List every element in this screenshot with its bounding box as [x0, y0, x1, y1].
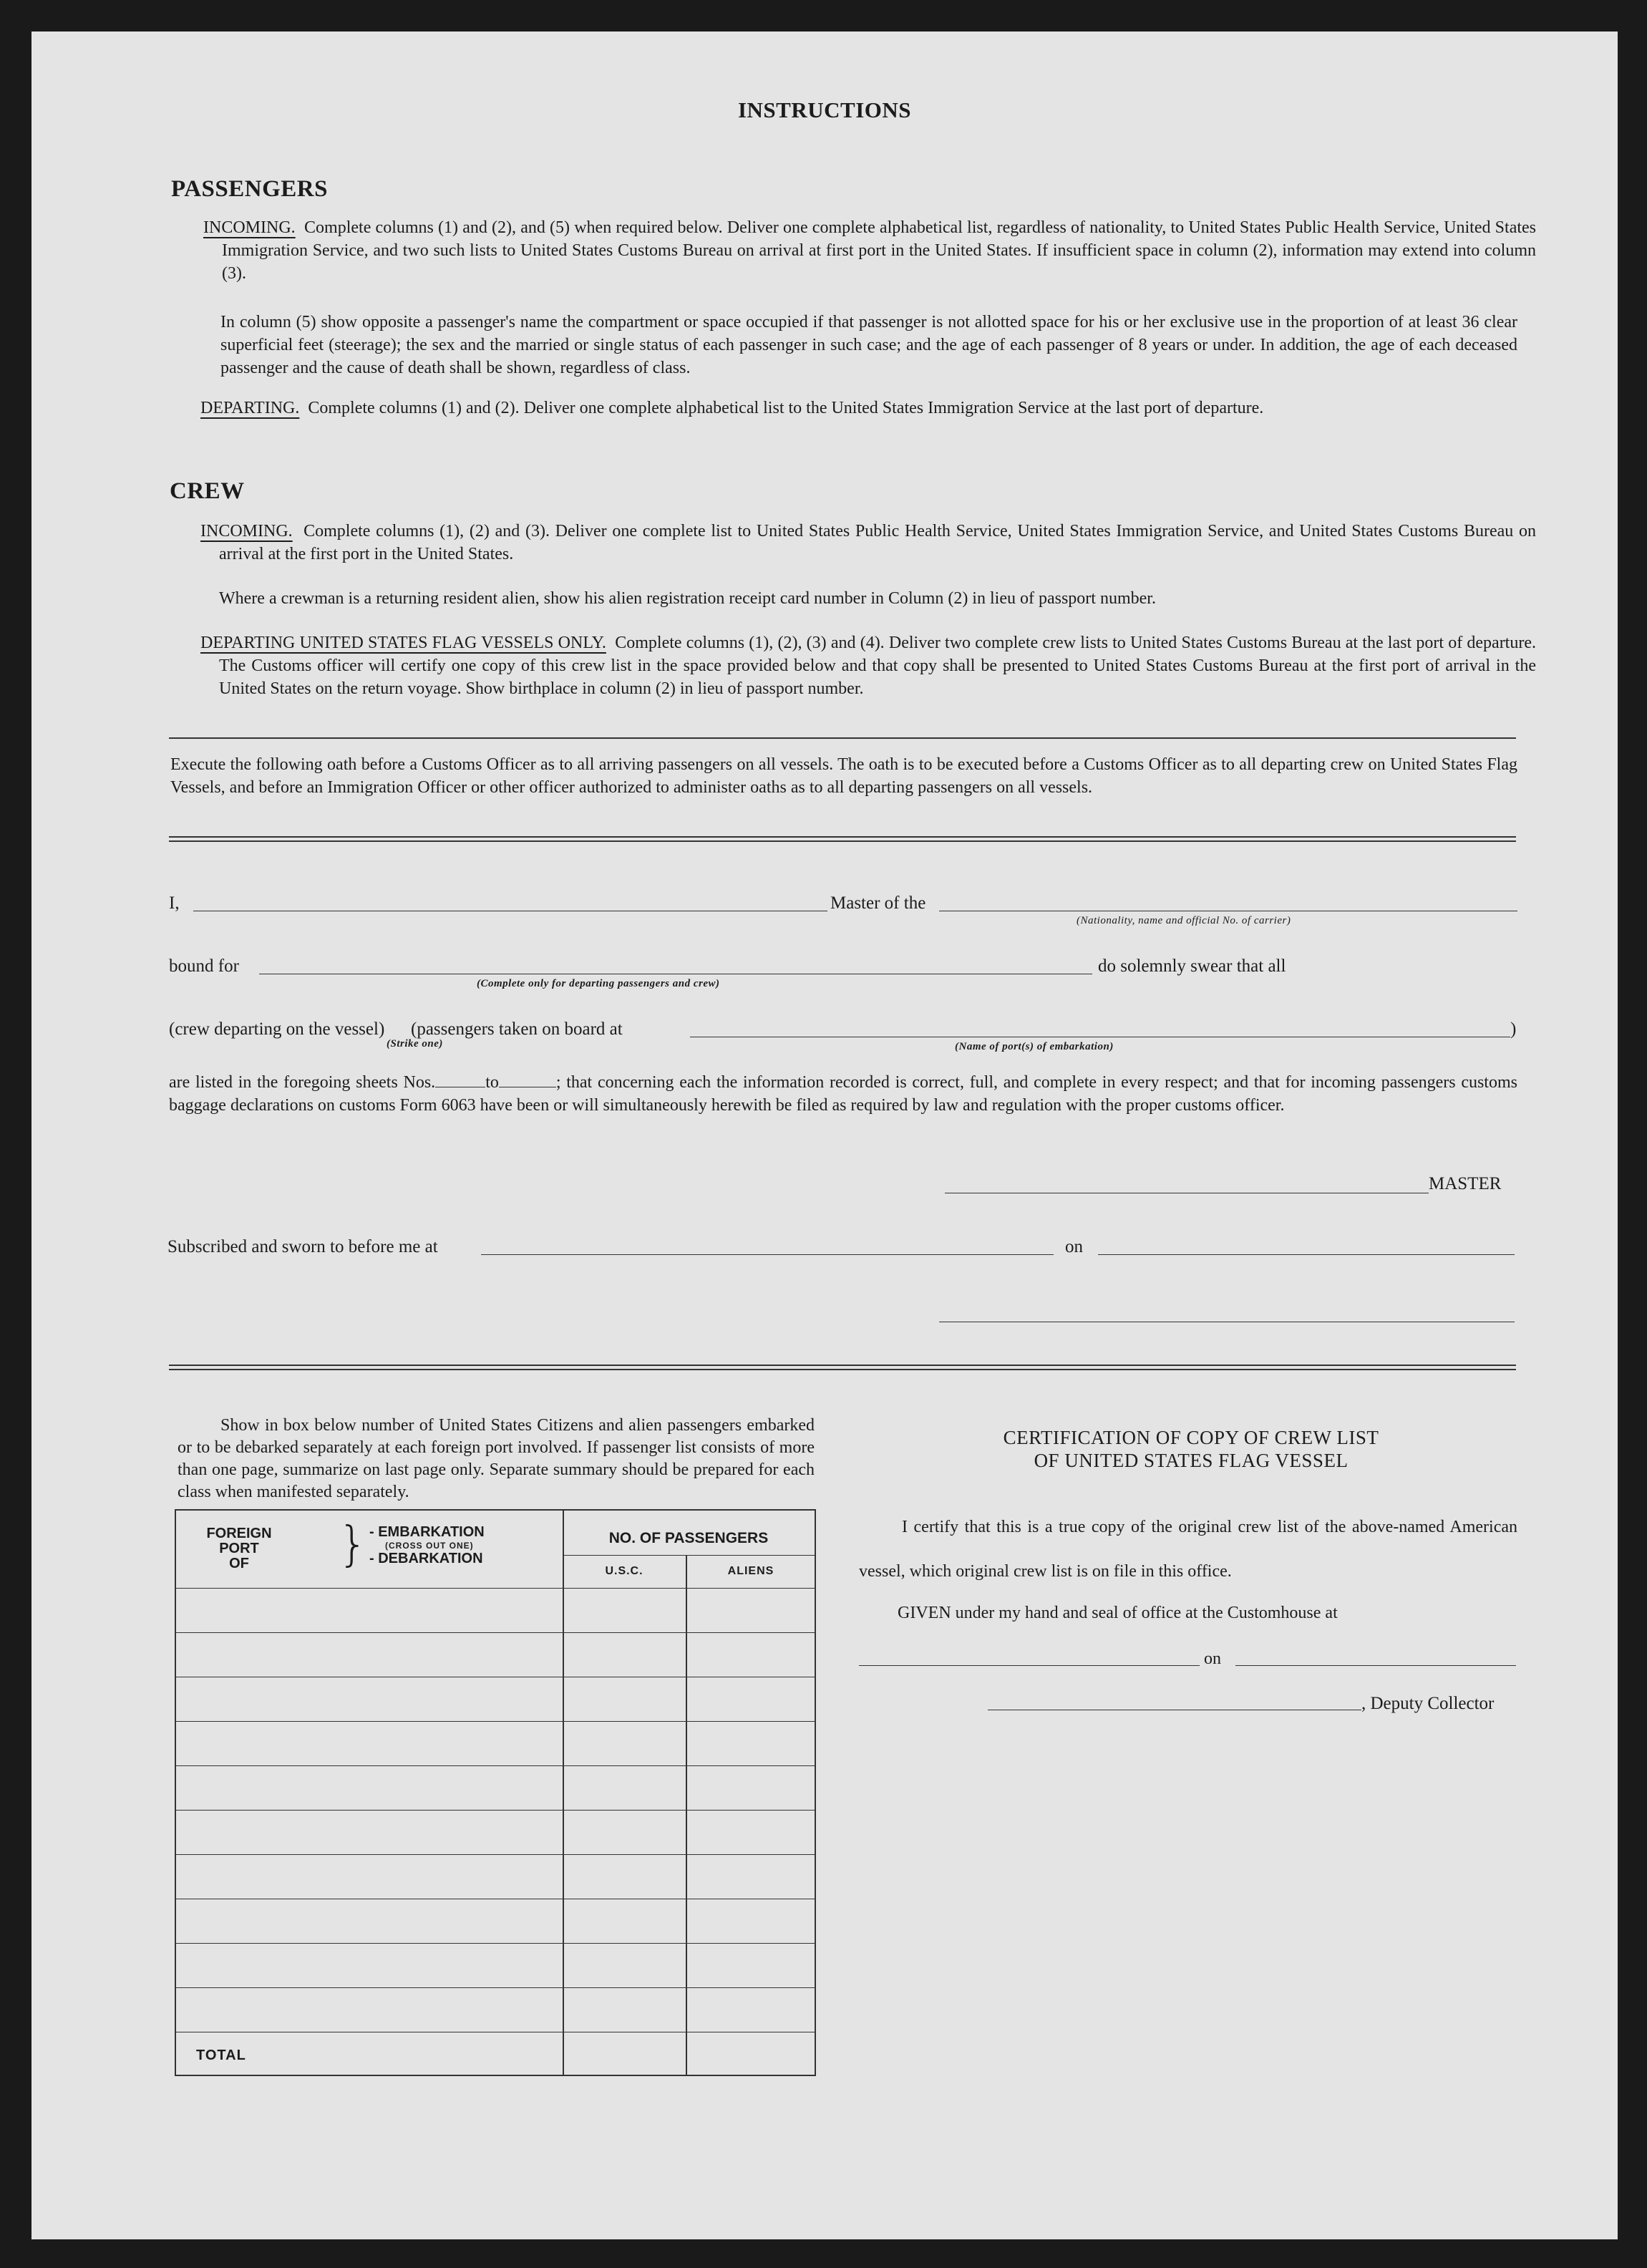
header-foreign-port — [193, 1526, 285, 1571]
crew-departing-label: (crew departing on the vessel) — [169, 1019, 385, 1039]
sheet-from-field[interactable] — [435, 1072, 485, 1087]
close-paren: ) — [1510, 1019, 1517, 1039]
oath-i-label: I, — [169, 893, 180, 913]
header-embarkation: - EMBARKATION — [369, 1524, 485, 1540]
total-label: TOTAL — [196, 2048, 246, 2063]
cert-date-field[interactable] — [1235, 1665, 1516, 1666]
complete-only-hint: (Complete only for departing passengers and crew) — [477, 978, 720, 989]
crew-departing-text: Complete columns (1), (2), (3) and (4). Deliver two complete crew lists to United States Customs Bureau at the last port of departure. The Customs officer will certify one copy of this crew list in the space provided below and that copy shall be presented to United States Customs Bureau at the first port of arrival in the United States on the return voyage. Show birthplace in column (2) in lieu of passport number. — [219, 634, 1536, 698]
header-foreign: FOREIGN — [206, 1526, 272, 1541]
crew-crewman-paragraph: Where a crewman is a returning resident alien, show his alien registration receipt card number in Column (2) in lieu of passport number. — [219, 589, 1156, 608]
deputy-collector-label: , Deputy Collector — [1361, 1694, 1495, 1713]
crew-departing-paragraph — [200, 631, 1536, 700]
sworn-on-label: on — [1065, 1237, 1083, 1256]
given-text: GIVEN under my hand and seal of office at the Customhouse at — [898, 1604, 1338, 1622]
crew-departing-lead: DEPARTING UNITED STATES FLAG VESSELS ONLY. — [200, 634, 606, 652]
master-label: MASTER — [1429, 1174, 1502, 1193]
passengers-taken-label: (passengers taken on board at — [411, 1019, 623, 1039]
header-port: PORT — [219, 1541, 259, 1556]
header-usc: U.S.C. — [605, 1565, 643, 1577]
table-col-divider — [563, 1511, 564, 2075]
passengers-incoming-paragraph — [203, 216, 1536, 285]
sworn-place-field[interactable] — [481, 1254, 1054, 1255]
passengers-departing-lead: DEPARTING. — [200, 399, 300, 417]
customhouse-place-field[interactable] — [859, 1665, 1200, 1666]
master-of-the-label: Master of the — [827, 893, 925, 914]
crew-heading: CREW — [170, 478, 245, 504]
header-of: OF — [229, 1556, 249, 1571]
header-cross-out: (CROSS OUT ONE) — [385, 1541, 474, 1551]
table-row-line — [176, 1943, 815, 1944]
passengers-departing-text: Complete columns (1) and (2). Deliver one complete alphabetical list to the United States Immigration Service at the last port of departure. — [308, 399, 1264, 417]
passengers-incoming-text: Complete columns (1) and (2), and (5) when required below. Deliver one complete alphabetical list, regardless of nationality, to United States Public Health Service, United States Immigration Service, and two such lists to United States Customs Bureau on arrival at first port in the United States. If insufficient space in column (2), information may extend into column (3). — [222, 218, 1537, 283]
crew-incoming-lead: INCOMING. — [200, 522, 293, 541]
certification-text: I certify that this is a true copy of the original crew list of the above-named American vessel, which original crew list is on file in this office. — [859, 1518, 1517, 1581]
listed-label: are listed in the foregoing sheets Nos. — [169, 1073, 436, 1092]
sheet-to-field[interactable] — [499, 1072, 556, 1087]
passengers-heading: PASSENGERS — [171, 176, 328, 202]
divider — [169, 737, 1516, 739]
page-title: INSTRUCTIONS — [737, 97, 911, 122]
header-embark-debark — [369, 1525, 485, 1566]
passengers-departing-paragraph — [200, 397, 1536, 420]
table-row-line — [176, 1632, 815, 1633]
double-divider — [169, 836, 1516, 842]
passenger-summary-table — [175, 1509, 816, 2076]
listed-to-label: to — [485, 1073, 499, 1092]
header-debarkation: - DEBARKATION — [369, 1551, 483, 1566]
certification-heading-line2: OF UNITED STATES FLAG VESSEL — [1034, 1450, 1349, 1471]
cert-on-label: on — [1204, 1649, 1221, 1668]
table-row-line — [176, 1854, 815, 1855]
certification-heading-line1: CERTIFICATION OF COPY OF CREW LIST — [1003, 1427, 1379, 1448]
summary-instructions: Show in box below number of United States Citizens and alien passengers embarked or to be debarked separately at each foreign port involved. If passenger list consists of more than one page, summarize on last page only. Separate summary should be prepared for each class when manifested separately. — [178, 1416, 815, 1501]
passengers-incoming-lead: INCOMING. — [203, 218, 296, 237]
table-row-line — [176, 1765, 815, 1766]
nationality-hint: (Nationality, name and official No. of carrier) — [1077, 915, 1291, 926]
subscribed-label: Subscribed and sworn to before me at — [167, 1237, 438, 1256]
header-no-of-passengers: NO. OF PASSENGERS — [608, 1530, 769, 1546]
document-page — [31, 32, 1618, 2239]
table-row-line — [176, 1810, 815, 1811]
port-hint: (Name of port(s) of embarkation) — [955, 1041, 1114, 1052]
strike-one-hint: (Strike one) — [387, 1038, 443, 1050]
passengers-column5-paragraph: In column (5) show opposite a passenger's name the compartment or space occupied if that passenger is not allotted space for his or her exclusive use in the proportion of at least 36 clear superficial feet (steerage); the sex and the married or single status of each passenger in such case; and the age of each passenger of 8 years or under. In addition, the age of each deceased passenger and the cause of death shall be shown, regardless of class. — [220, 313, 1517, 377]
brace-glyph: } — [338, 1516, 368, 1571]
listed-rest-text: ; that concerning each the information recorded is correct, full, and complete in every respect; and that for incoming passengers customs baggage declarations on customs Form 6063 have been or will simultaneously herewith be filed as required by law and regulation with the proper customs officer. — [169, 1073, 1517, 1115]
bound-for-label: bound for — [169, 956, 239, 976]
table-row-line — [176, 1987, 815, 1988]
sworn-date-field[interactable] — [1098, 1254, 1515, 1255]
listed-paragraph — [169, 1071, 1517, 1117]
crew-incoming-paragraph — [200, 520, 1536, 566]
table-header-divider — [563, 1555, 815, 1556]
oath-intro-paragraph: Execute the following oath before a Customs Officer as to all arriving passengers on all vessels. The oath is to be executed before a Customs Officer as to all departing crew on United States Flag Vessels, and before an Immigration Officer or other officer authorized to administer oaths as to all departing passengers on all vessels. — [170, 755, 1517, 797]
crew-incoming-text: Complete columns (1), (2) and (3). Deliver one complete list to United States Public Health Service, United States Immigration Service, and United States Customs Bureau on arrival at the first port in the United States. — [219, 522, 1537, 563]
table-row-line — [176, 1721, 815, 1722]
double-divider-lower — [169, 1365, 1516, 1370]
table-row-line — [176, 1588, 815, 1589]
certification-heading — [862, 1426, 1520, 1472]
header-aliens: ALIENS — [727, 1565, 774, 1577]
swear-label: do solemnly swear that all — [1098, 956, 1286, 976]
